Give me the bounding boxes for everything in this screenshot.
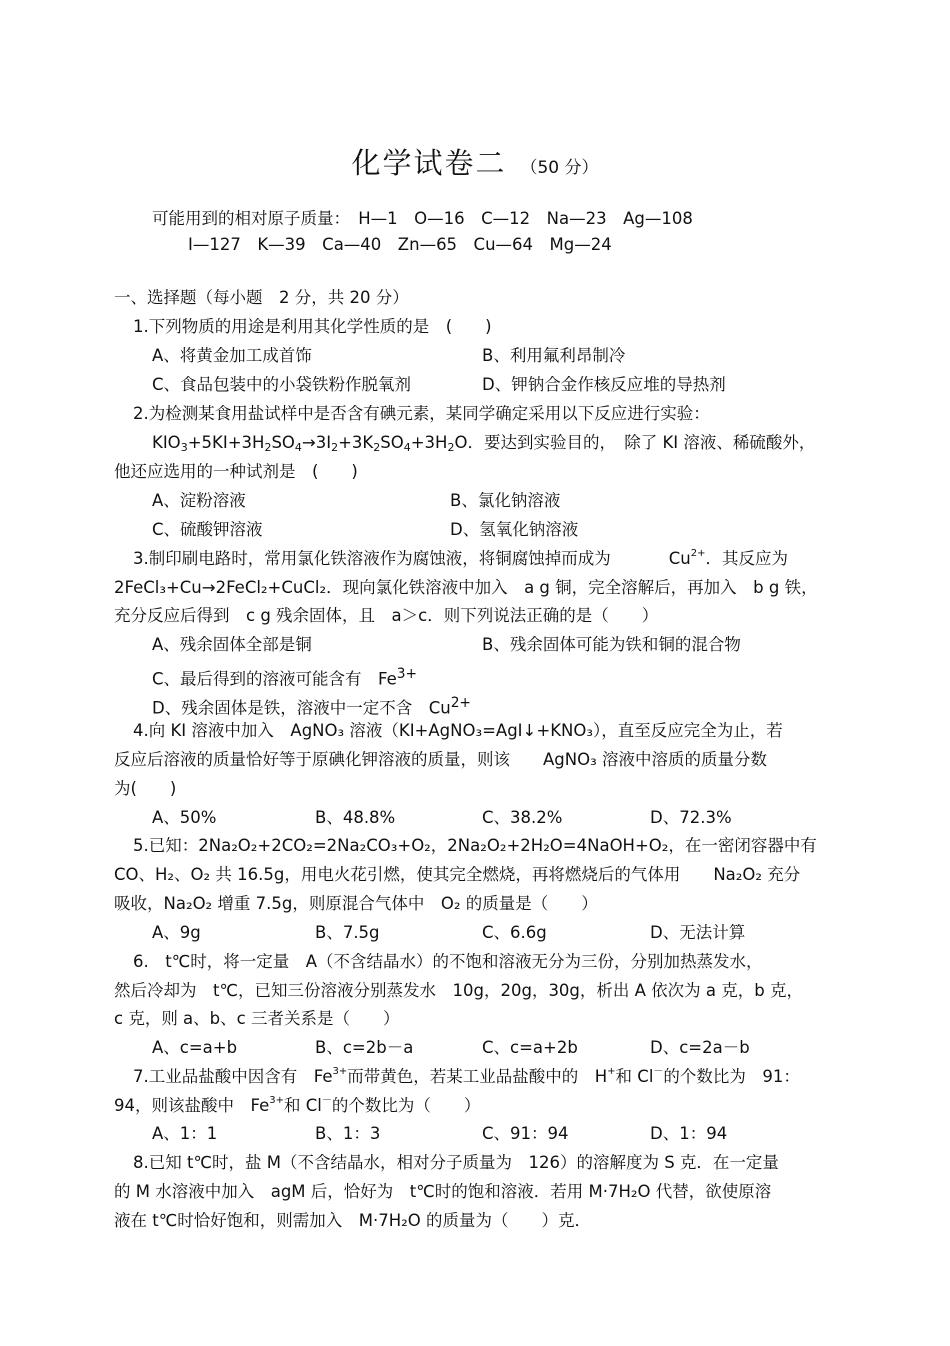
question-5-option-a: A、9g — [152, 923, 201, 942]
question-3-line-1: 3.制印刷电路时，常用氯化铁溶液作为腐蚀液，将铜腐蚀掉而成为 $Cu^{2+}$．其反应为 — [133, 548, 788, 568]
question-5-line-3: 吸收，Na₂O₂ 增重 7.5g，则原混合气体中 O₂ 的质量是（ ） — [114, 894, 598, 913]
question-7-option-b: B、1：3 — [315, 1124, 381, 1143]
question-5-option-d: D、无法计算 — [650, 923, 746, 942]
exam-title — [0, 138, 950, 193]
question-7-option-a: A、1：1 — [152, 1124, 218, 1143]
question-3-option-c: C、最后得到的溶液可能含有 $Fe^{3+}$ — [152, 666, 418, 689]
question-3-line-2: 2FeCl₃+Cu→2FeCl₂+CuCl₂．现向氯化铁溶液中加入 a g 铜，完全溶解后，再加入 b g 铁， — [114, 578, 818, 597]
atomic-masses-line-2: I—127 K—39 Ca—40 Zn—65 Cu—64 Mg—24 — [188, 235, 612, 254]
question-6-option-c: C、c=a+2b — [482, 1038, 578, 1057]
question-5-line-1: 5.已知：2Na₂O₂+2CO₂=2Na₂CO₃+O₂，2Na₂O₂+2H₂O=4NaOH+O₂，在一密闭容器中有 — [133, 836, 817, 855]
question-5-line-2: CO、H₂、O₂ 共 16.5g，用电火花引燃，使其完全燃烧，再将燃烧后的气体用 Na₂O₂ 充分 — [114, 865, 801, 884]
question-1-option-b: B、利用氟利昂制冷 — [482, 346, 626, 365]
question-4-option-b: B、48.8% — [315, 808, 396, 827]
question-2-option-c: C、硫酸钾溶液 — [152, 520, 263, 539]
question-7-option-c: C、91：94 — [482, 1124, 569, 1143]
question-3-line-3: 充分反应后得到 c g 残余固体，且 a＞c．则下列说法正确的是（ ） — [114, 606, 659, 625]
question-1-option-d: D、钾钠合金作核反应堆的导热剂 — [482, 375, 726, 394]
question-7-option-d: D、1：94 — [650, 1124, 728, 1143]
question-6-line-1: 6. t℃时，将一定量 A（不含结晶水）的不饱和溶液无分为三份，分别加热蒸发水， — [133, 952, 763, 971]
question-4-line-3: 为( ) — [114, 779, 177, 798]
question-4-option-c: C、38.2% — [482, 808, 563, 827]
question-1-option-c: C、食品包装中的小袋铁粉作脱氧剂 — [152, 375, 412, 394]
question-3-option-a: A、残余固体全部是铜 — [152, 635, 312, 654]
question-4-option-d: D、72.3% — [650, 808, 732, 827]
question-2-stem: 2.为检测某食用盐试样中是否含有碘元素，某同学确定采用以下反应进行实验： — [133, 404, 710, 423]
question-2-option-a: A、淀粉溶液 — [152, 491, 246, 510]
question-7-line-1: 7.工业品盐酸中因含有 $Fe^{3+}$而带黄色，若某工业品盐酸中的 H+和 Cl－的个数比为 91： — [133, 1066, 800, 1086]
section-heading: 一、选择题（每小题 2 分，共 20 分） — [114, 288, 409, 307]
question-6-line-2: 然后冷却为 t℃，已知三份溶液分别蒸发水 10g，20g，30g，析出 A 依次为 a 克，b 克， — [114, 981, 804, 1000]
question-6-option-d: D、c=2a－b — [650, 1038, 750, 1057]
question-5-option-c: C、6.6g — [482, 923, 547, 942]
question-2-option-d: D、氢氧化钠溶液 — [450, 520, 579, 539]
question-1-stem: 1.下列物质的用途是利用其化学性质的是 ( ) — [133, 317, 492, 336]
question-4-line-1: 4.向 KI 溶液中加入 AgNO₃ 溶液（KI+AgNO₃=AgI↓+KNO₃），直至反应完全为止，若 — [133, 721, 783, 740]
question-6-line-3: c 克，则 a、b、c 三者关系是（ ） — [114, 1009, 400, 1028]
question-6-option-a: A、c=a+b — [152, 1038, 238, 1057]
total-score: （50 分） — [520, 158, 599, 178]
question-4-option-a: A、50% — [152, 808, 217, 827]
question-8-line-3: 液在 t℃时恰好饱和，则需加入 M·7H₂O 的质量为（ ）克． — [114, 1211, 591, 1230]
question-3-option-b: B、残余固体可能为铁和铜的混合物 — [482, 635, 741, 654]
question-8-line-2: 的 M 水溶液中加入 agM 后，恰好为 t℃时的饱和溶液．若用 M·7H₂O 代替，欲使原溶 — [114, 1182, 772, 1201]
question-2-option-b: B、氯化钠溶液 — [450, 491, 561, 510]
question-2-equation: $KIO_3+5KI+3H_2SO_4\to 3I_2+3K_2SO_4+3H_2O$．要达到实验目的， 除了 KI 溶液、稀硫酸外， — [152, 433, 816, 454]
question-3-option-d: D、残余固体是铁，溶液中一定不含 $Cu^{2+}$ — [152, 695, 471, 718]
question-8-line-1: 8.已知 t℃时，盐 M（不含结晶水，相对分子质量为 126）的溶解度为 S 克．在一定量 — [133, 1153, 779, 1172]
question-4-line-2: 反应后溶液的质量恰好等于原碘化钾溶液的质量，则该 AgNO₃ 溶液中溶质的质量分数 — [114, 750, 767, 769]
title-text: 化学试卷二 — [351, 146, 507, 180]
question-1-option-a: A、将黄金加工成首饰 — [152, 346, 312, 365]
question-2-line-3: 他还应选用的一种试剂是 ( ) — [114, 462, 358, 481]
atomic-masses-line-1: 可能用到的相对原子质量： H—1 O—16 C—12 Na—23 Ag—108 — [152, 209, 693, 228]
question-7-line-2: 94，则该盐酸中 $Fe^{3+}$和 Cl－的个数比为（ ） — [114, 1095, 481, 1115]
question-6-option-b: B、c=2b－a — [315, 1038, 414, 1057]
question-5-option-b: B、7.5g — [315, 923, 380, 942]
